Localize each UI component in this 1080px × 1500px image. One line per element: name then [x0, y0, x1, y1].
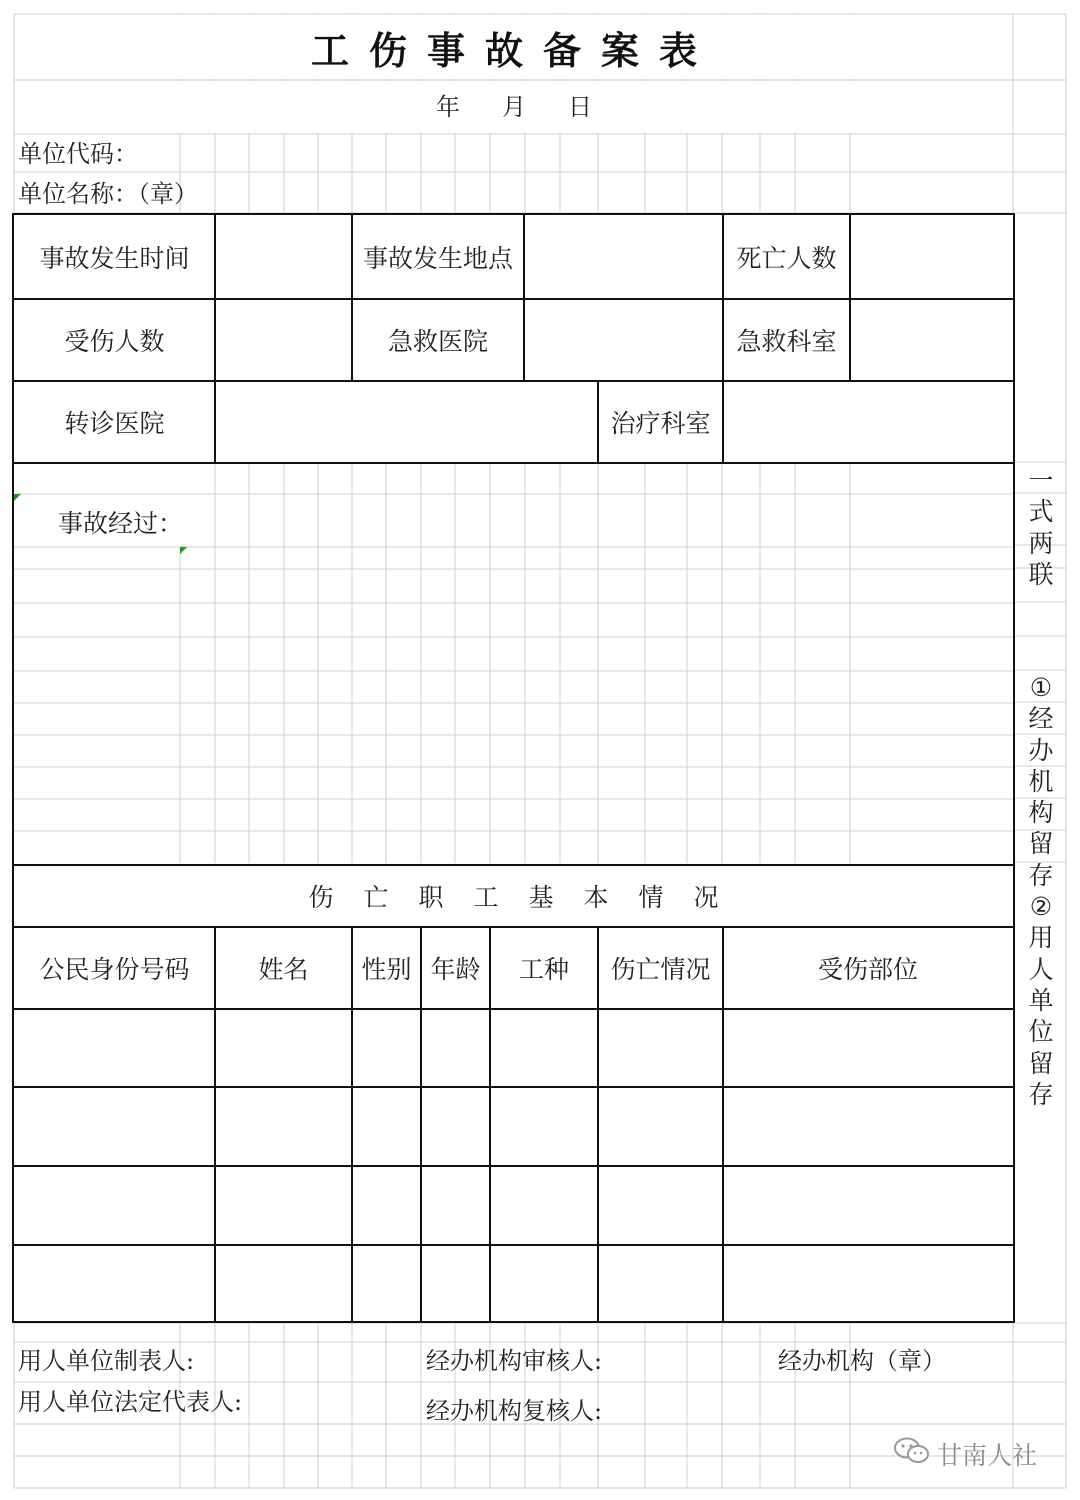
table-cell-input[interactable] — [215, 1009, 352, 1087]
table-cell-input[interactable] — [598, 1245, 723, 1321]
treatment-department-input[interactable] — [723, 381, 1013, 463]
emergency-hospital-input[interactable] — [524, 299, 723, 381]
col-header-name: 姓名 — [258, 955, 309, 984]
table-cell-input[interactable] — [723, 1009, 1013, 1087]
col-header-casualty-status: 伤亡情况 — [610, 955, 711, 984]
accident-location-label: 事故发生地点 — [362, 244, 513, 273]
accident-record-table — [12, 213, 1015, 1323]
accident-location-input[interactable] — [524, 215, 723, 299]
table-cell-input[interactable] — [598, 1166, 723, 1245]
table-cell-input[interactable] — [215, 1087, 352, 1166]
table-cell-input[interactable] — [352, 1245, 421, 1321]
table-cell-input[interactable] — [598, 1087, 723, 1166]
unit-name-label: 单位名称：（章） — [18, 180, 198, 208]
watermark-text: 甘南人社 — [937, 1441, 1038, 1470]
watermark — [893, 1434, 1037, 1474]
side-note-copy-details: ① 经 办 机 构 留 存 ② 用 人 单 位 留 存 — [1028, 673, 1054, 1109]
table-cell-input[interactable] — [598, 1009, 723, 1087]
col-header-age: 年龄 — [430, 955, 481, 984]
accident-process-input[interactable] — [14, 539, 1013, 865]
table-cell-input[interactable] — [215, 1166, 352, 1245]
agency-seal-label: 经办机构（章） — [778, 1347, 946, 1375]
table-cell-input[interactable] — [421, 1009, 490, 1087]
table-cell-input[interactable] — [14, 1166, 215, 1245]
table-cell-input[interactable] — [723, 1166, 1013, 1245]
col-header-gender: 性别 — [361, 955, 412, 984]
table-cell-input[interactable] — [490, 1009, 598, 1087]
table-cell-input[interactable] — [723, 1245, 1013, 1321]
transfer-hospital-label: 转诊医院 — [64, 409, 165, 438]
treatment-department-label: 治疗科室 — [610, 409, 711, 438]
table-cell-input[interactable] — [421, 1087, 490, 1166]
injured-count-input[interactable] — [215, 299, 352, 381]
table-cell-input[interactable] — [421, 1166, 490, 1245]
death-count-label: 死亡人数 — [736, 244, 837, 273]
table-cell-input[interactable] — [490, 1245, 598, 1321]
table-cell-input[interactable] — [215, 1245, 352, 1321]
accident-time-label: 事故发生时间 — [39, 244, 190, 273]
unit-code-label: 单位代码： — [18, 140, 138, 168]
emergency-department-label: 急救科室 — [736, 327, 837, 356]
table-cell-input[interactable] — [352, 1166, 421, 1245]
death-count-input[interactable] — [850, 215, 1013, 299]
section-title-casualty-info: 伤亡职工基本情况 — [308, 883, 749, 912]
accident-process-label: 事故经过： — [58, 509, 184, 538]
date-month-label: 月 — [502, 93, 526, 121]
legal-rep-label: 用人单位法定代表人: — [18, 1388, 243, 1416]
table-cell-input[interactable] — [490, 1087, 598, 1166]
date-day-label: 日 — [568, 93, 592, 121]
table-cell-input[interactable] — [14, 1245, 215, 1321]
table-cell-input[interactable] — [14, 1009, 215, 1087]
side-note-copies: 一 式 两 联 — [1028, 466, 1054, 589]
table-cell-input[interactable] — [723, 1087, 1013, 1166]
table-cell-input[interactable] — [421, 1245, 490, 1321]
table-cell-input[interactable] — [14, 1087, 215, 1166]
employer-preparer-label: 用人单位制表人: — [18, 1347, 195, 1375]
agency-reviewer-label: 经办机构审核人: — [426, 1347, 603, 1375]
accident-time-input[interactable] — [215, 215, 352, 299]
injured-count-label: 受伤人数 — [64, 327, 165, 356]
table-cell-input[interactable] — [490, 1166, 598, 1245]
col-header-job-type: 工种 — [518, 955, 569, 984]
transfer-hospital-input[interactable] — [215, 381, 598, 463]
table-cell-input[interactable] — [352, 1009, 421, 1087]
emergency-hospital-label: 急救医院 — [387, 327, 488, 356]
agency-rechecker-label: 经办机构复核人: — [426, 1397, 603, 1425]
date-year-label: 年 — [436, 93, 460, 121]
col-header-id-number: 公民身份号码 — [39, 955, 190, 984]
table-cell-input[interactable] — [352, 1087, 421, 1166]
col-header-injured-part: 受伤部位 — [817, 955, 918, 984]
wechat-icon — [893, 1436, 931, 1472]
form-title: 工伤事故备案表 — [310, 29, 717, 73]
emergency-department-input[interactable] — [850, 299, 1013, 381]
